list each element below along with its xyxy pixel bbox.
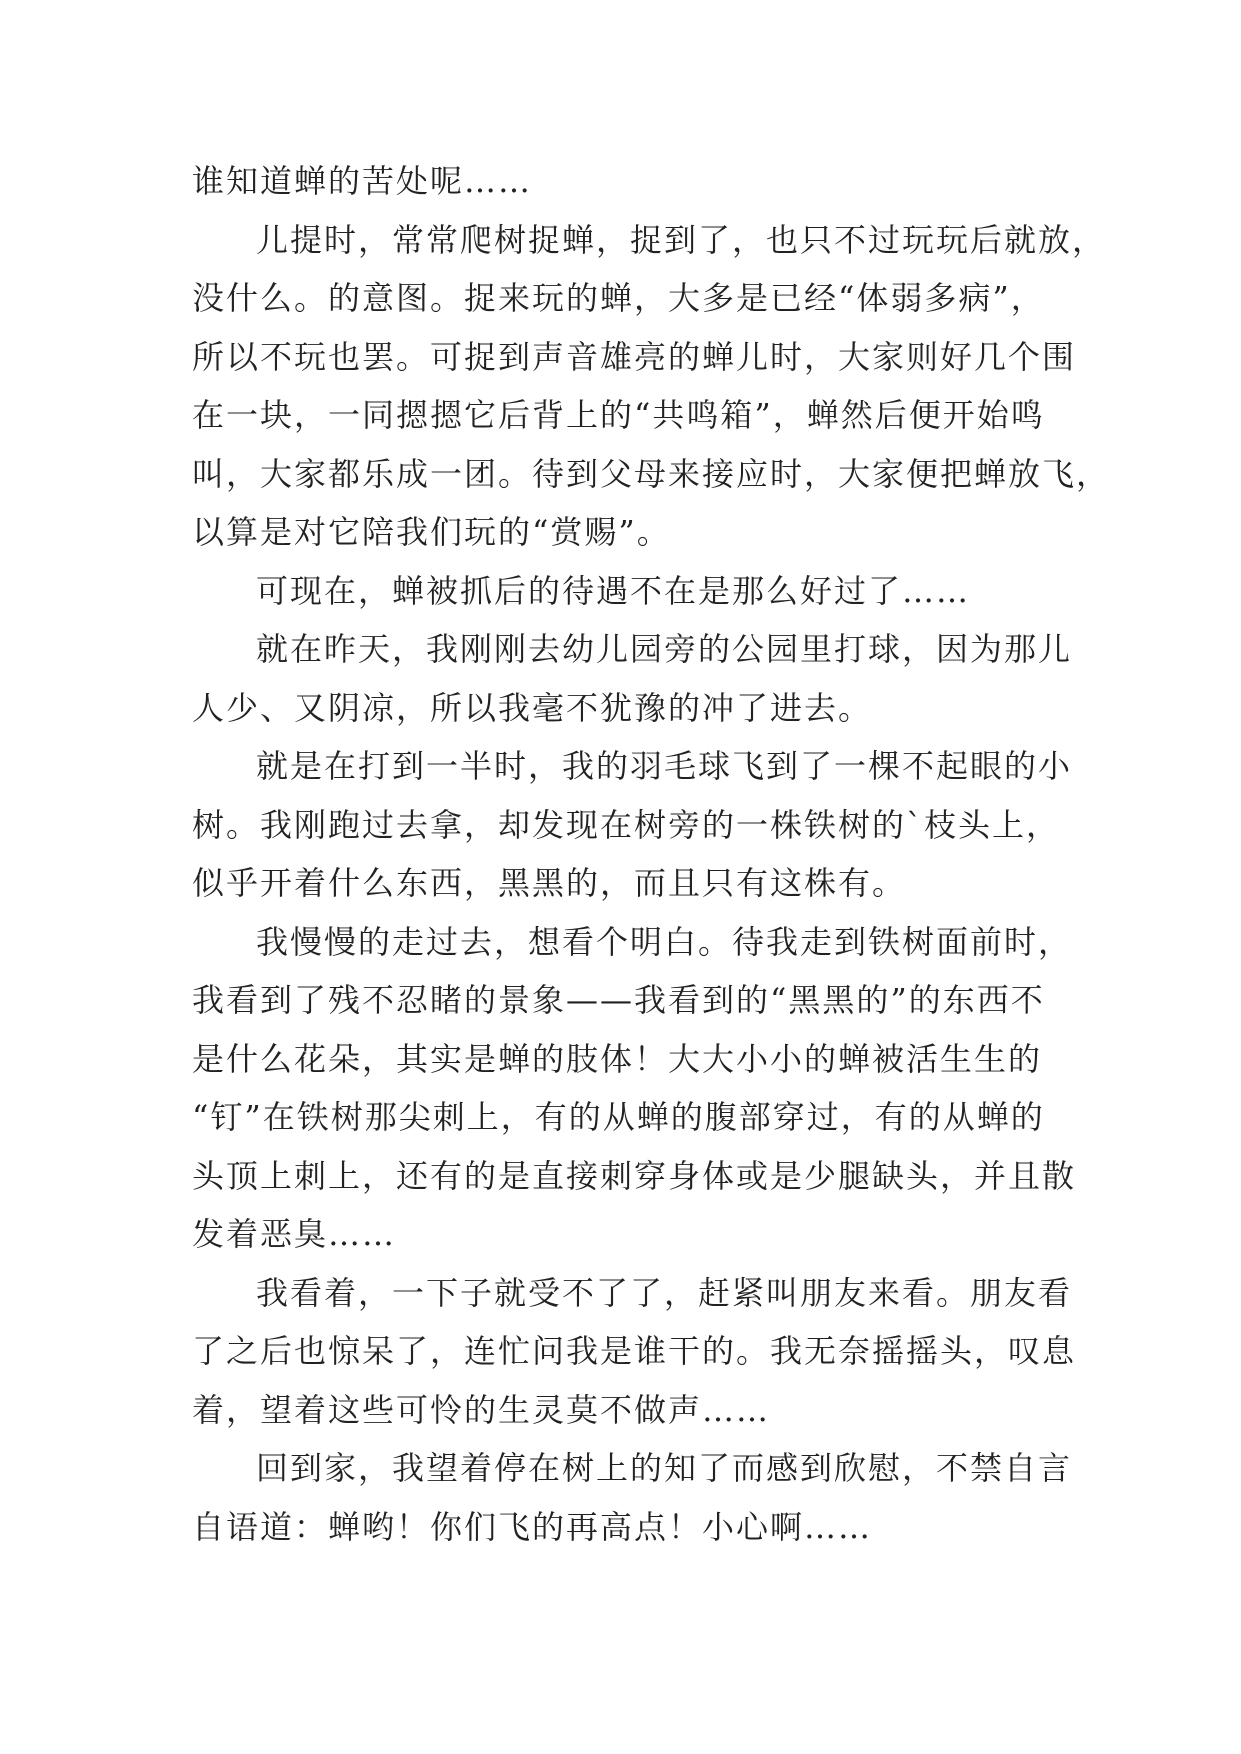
text-line: 以算是对它陪我们玩的“赏赐”。 (192, 513, 671, 551)
essay-body (192, 152, 1111, 1556)
text-line: 儿提时，常常爬树捉蝉，捉到了，也只不过玩玩后就放， (256, 220, 1107, 259)
text-line: 似乎开着什么东西，黑黑的，而且只有这株有。 (192, 864, 907, 902)
text-line: 可现在，蝉被抓后的待遇不在是那么好过了…… (256, 571, 971, 610)
text-line: 头顶上刺上，还有的是直接刺穿身体或是少腿缺头，并且散 (192, 1156, 1077, 1195)
text-line: 了之后也惊呆了，连忙问我是谁干的。我无奈摇摇头，叹息 (192, 1332, 1077, 1370)
text-line: 自语道：蝉哟！你们飞的再高点！小心啊…… (192, 1507, 873, 1546)
text-line: 是什么花朵，其实是蝉的肢体！大大小小的蝉被活生生的 (192, 1039, 1043, 1078)
text-line: 就在昨天，我刚刚去幼儿园旁的公园里打球，因为那儿 (256, 630, 1073, 668)
text-line: 我慢慢的走过去，想看个明白。待我走到铁树面前时， (256, 922, 1073, 961)
text-line: 发着恶臭…… (192, 1215, 397, 1253)
text-line: 在一块，一同摁摁它后背上的“共鸣箱”，蝉然后便开始鸣 (192, 396, 1045, 434)
text-line: 就是在打到一半时，我的羽毛球飞到了一棵不起眼的小 (256, 747, 1073, 785)
text-line: 回到家，我望着停在树上的知了而感到欣慰，不禁自言 (256, 1449, 1073, 1487)
text-line: 叫，大家都乐成一团。待到父母来接应时，大家便把蝉放飞， (192, 454, 1111, 493)
text-line: 所以不玩也罢。可捉到声音雄亮的蝉儿时，大家则好几个围 (192, 337, 1077, 376)
text-line: 着，望着这些可怜的生灵莫不做声…… (192, 1390, 771, 1429)
text-line: 我看到了残不忍睹的景象——我看到的“黑黑的”的东西不 (192, 981, 1045, 1019)
text-line: 树。我刚跑过去拿，却发现在树旁的一株铁树的`枝头上， (192, 805, 1061, 844)
text-line: 人少、又阴凉，所以我毫不犹豫的冲了进去。 (192, 688, 873, 727)
text-line: 我看着，一下子就受不了了，赶紧叫朋友来看。朋友看 (256, 1273, 1073, 1312)
text-line: 没什么。的意图。捉来玩的蝉，大多是已经“体弱多病”， (192, 279, 1045, 317)
text-line: “钉”在铁树那尖刺上，有的从蝉的腹部穿过，有的从蝉的 (192, 1098, 1045, 1136)
text-line: 谁知道蝉的苦处呢…… (192, 162, 533, 200)
